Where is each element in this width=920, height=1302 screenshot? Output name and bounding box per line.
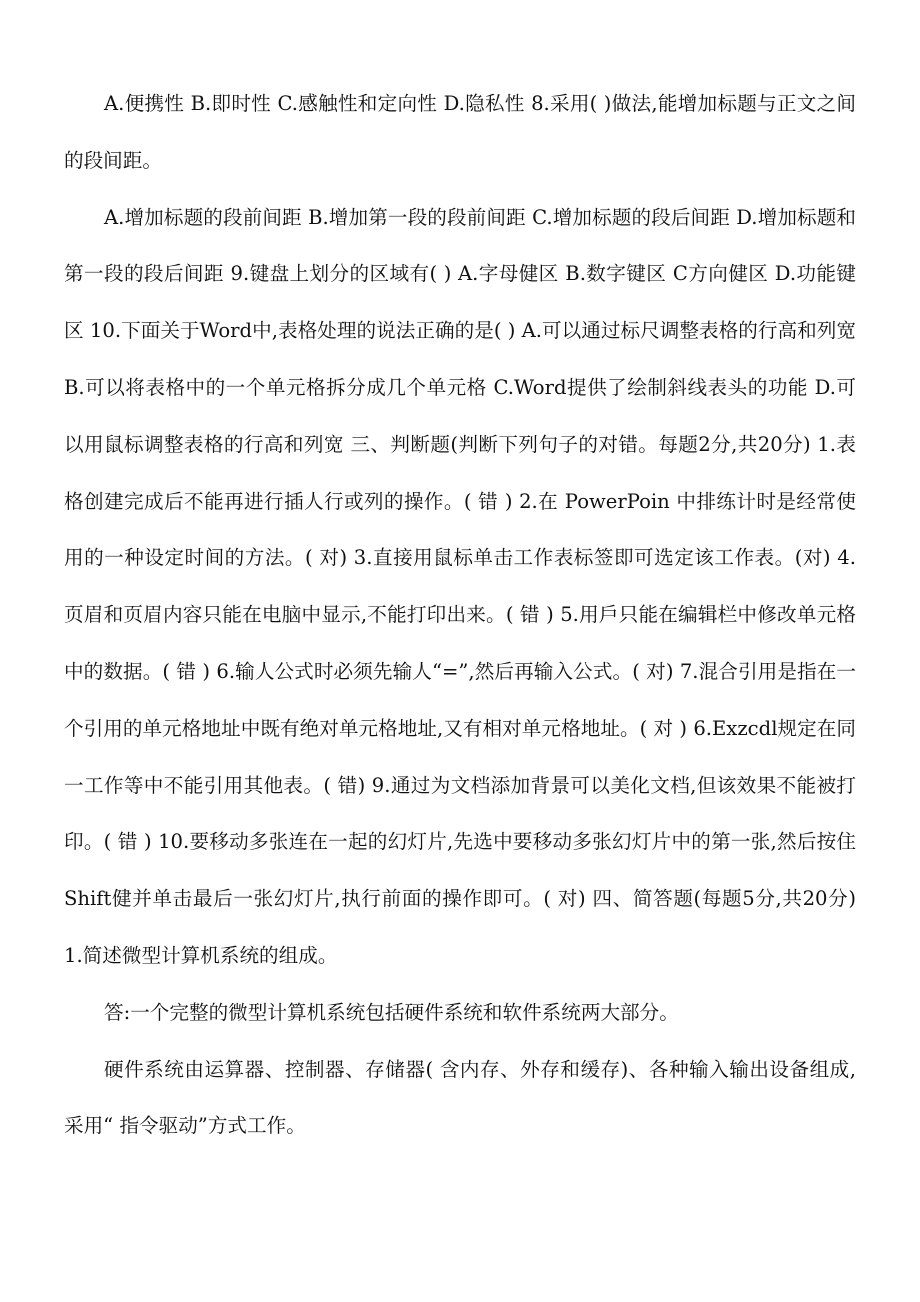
- paragraph-multiple-choice-8: A.便携性 B.即时性 C.感触性和定向性 D.隐私性 8.采用( )做法,能增加标题与正文之间的段间距。: [64, 92, 856, 172]
- paragraph-answer-intro: 答:一个完整的微型计算机系统包括硬件系统和软件系统两大部分。: [104, 1000, 679, 1024]
- paragraph-questions-9-to-short-answer: A.增加标题的段前间距 B.增加第一段的段前间距 C.增加标题的段后间距 D.增加标题和第一段的段后间距 9.键盘上划分的区域有( ) A.字母健区 B.数字键区 C方向健区 D.功能键区 10.下面关于Word中,表格处理的说法正确的是( ) A.可以通过标尺调整表格的行高和列宽 B.可以将表格中的一个单元格拆分成几个单元格 C.Word提供了绘制斜线表头的功能 D.可以用鼠标调整表格的行高和列宽 三、判断题(判断下列句子的对错。每题2分,共20分) 1.表格创建完成后不能再进行插人行或列的操作。( 错 ) 2.在 PowerPoin 中排练计时是经常使用的一种设定时间的方法。( 对) 3.直接用鼠标单击工作表标签即可选定该工作表。(对) 4.页眉和页眉内容只能在电脑中显示,不能打印出来。( 错 ) 5.用戶只能在编辑栏中修改单元格中的数据。( 错 ) 6.输人公式时必须先输人“=”,然后再输入公式。( 对) 7.混合引用是指在一个引用的单元格地址中既有绝对单元格地址,又有相对单元格地址。( 对 ) 6.Exzcdl规定在同一工作等中不能引用其他表。( 错) 9.通过为文档添加背景可以美化文档,但该效果不能被打印。( 错 ) 10.要移动多张连在一起的幻灯片,先选中要移动多张幻灯片中的第一张,然后按住Shift健并单击最后一张幻灯片,执行前面的操作即可。( 对) 四、简答题(每题5分,共20分) 1.简述微型计算机系统的组成。: [64, 205, 863, 967]
- document-page: [64, 76, 863, 1155]
- paragraph-hardware-system: 硬件系统由运算器、控制器、存储器( 含内存、外存和缓存)、各种输入输出设备组成,采用“ 指令驱动”方式工作。: [64, 1057, 856, 1138]
